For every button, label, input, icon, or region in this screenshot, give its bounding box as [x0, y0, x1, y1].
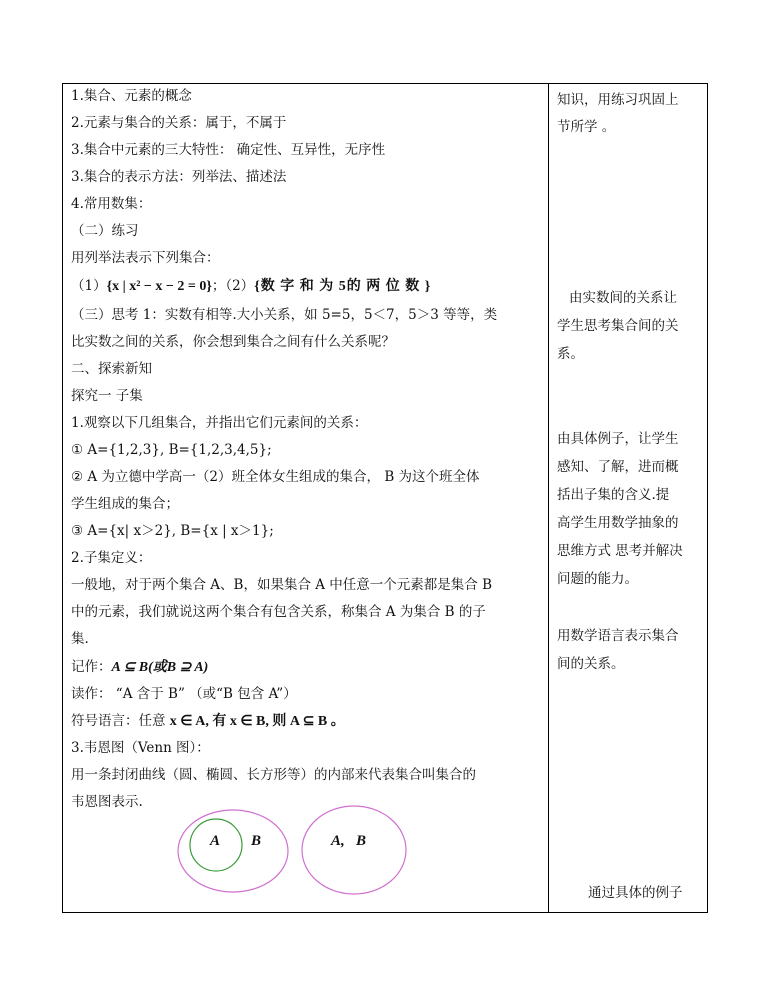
note-12: 用数学语言表示集合: [557, 628, 679, 644]
line-symbolic: [71, 712, 345, 731]
line-def-3: 集.: [71, 631, 89, 647]
lesson-plan-table: [62, 83, 708, 913]
heading-practice: （二）练习: [71, 223, 139, 239]
venn-ellipse-equal: [302, 806, 406, 894]
heading-explore: 二、探索新知: [71, 361, 152, 377]
note-10: 思维方式 思考并解决: [557, 543, 683, 559]
line-def-1: 一般地，对于两个集合 A、B，如果集合 A 中任意一个元素都是集合 B: [71, 577, 493, 593]
column-divider: [548, 84, 549, 912]
line-think-2: 比实数之间的关系，你会想到集合之间有什么关系呢？: [71, 334, 395, 350]
line-notation: [71, 658, 208, 677]
note-4: 学生思考集合间的关: [557, 318, 679, 334]
line-example-2a: ② A 为立德中学高一（2）班全体女生组成的集合， B 为这个班全体: [71, 469, 480, 485]
venn-diagram-subset: [176, 808, 290, 894]
note-1: 知识，用练习巩固上: [557, 92, 679, 108]
venn-diagram-equal: [300, 804, 408, 896]
line-number-sets: 4.常用数集：: [71, 196, 152, 212]
exercise-line: [71, 277, 431, 296]
exercise-sep: ；（2）: [211, 278, 255, 294]
line-concept: 1.集合、元素的概念: [71, 88, 192, 104]
line-venn-def: 用一条封闭曲线（圆、椭圆、长方形等）的内部来代表集合叫集合的: [71, 767, 476, 783]
line-venn-def-2: 韦恩图表示.: [71, 794, 143, 810]
note-5: 系。: [557, 346, 584, 362]
heading-subset: 探究一 子集: [71, 388, 143, 404]
exercise-p1: （1）: [71, 278, 107, 294]
line-def-2: 中的元素，我们就说这两个集合有包含关系，称集合 A 为集合 B 的子: [71, 604, 486, 620]
note-11: 问题的能力。: [557, 571, 638, 587]
notation-label: 记作：: [71, 659, 112, 675]
note-8: 括出子集的含义.提: [557, 487, 670, 503]
venn-label-ab: A, B: [331, 833, 367, 849]
line-example-1: ① A={1,2,3}, B={1,2,3,4,5};: [71, 442, 272, 458]
note-7: 感知、了解，进而概: [557, 459, 679, 475]
note-3: 由实数间的关系让: [569, 290, 677, 306]
heading-venn: 3.韦恩图（Venn 图）：: [71, 740, 210, 756]
set-formula-2: {数 字 和 为 5的 两 位 数 }: [254, 279, 432, 294]
line-example-2b: 学生组成的集合；: [71, 496, 179, 512]
venn-outer-ellipse: [178, 810, 288, 892]
set-formula-1: {x | x² − x − 2 = 0}: [106, 279, 212, 294]
note-2: 节所学 。: [557, 119, 616, 135]
venn-label-b: B: [251, 833, 262, 849]
symbolic-label: 符号语言：任意: [71, 713, 170, 729]
line-reading: 读作： “A 含于 B” （或“B 包含 A”）: [71, 686, 297, 702]
heading-subset-def: 2.子集定义：: [71, 550, 152, 566]
line-exercise-intro: 用列举法表示下列集合：: [71, 250, 220, 266]
notation-formula: A ⊆ B(或B ⊇ A): [111, 660, 209, 675]
line-properties: 3.集合中元素的三大特性： 确定性、互异性，无序性: [71, 142, 386, 158]
note-14: 通过具体的例子: [588, 885, 683, 901]
note-13: 间的关系。: [557, 656, 625, 672]
line-representation: 3.集合的表示方法：列举法、描述法: [71, 169, 287, 185]
line-example-3: ③ A={x| x＞2}, B={x | x＞1};: [71, 523, 274, 539]
venn-label-a: A: [210, 833, 221, 849]
line-think-1: （三）思考 1：实数有相等.大小关系，如 5=5，5＜7，5＞3 等等，类: [71, 307, 498, 323]
symbolic-formula: x ∈ A, 有 x ∈ B, 则 A ⊆ B 。: [169, 714, 345, 729]
note-9: 高学生用数学抽象的: [557, 515, 679, 531]
line-membership: 2.元素与集合的关系：属于，不属于: [71, 115, 287, 131]
note-6: 由具体例子，让学生: [557, 431, 679, 447]
line-observe: 1.观察以下几组集合，并指出它们元素间的关系：: [71, 415, 368, 431]
